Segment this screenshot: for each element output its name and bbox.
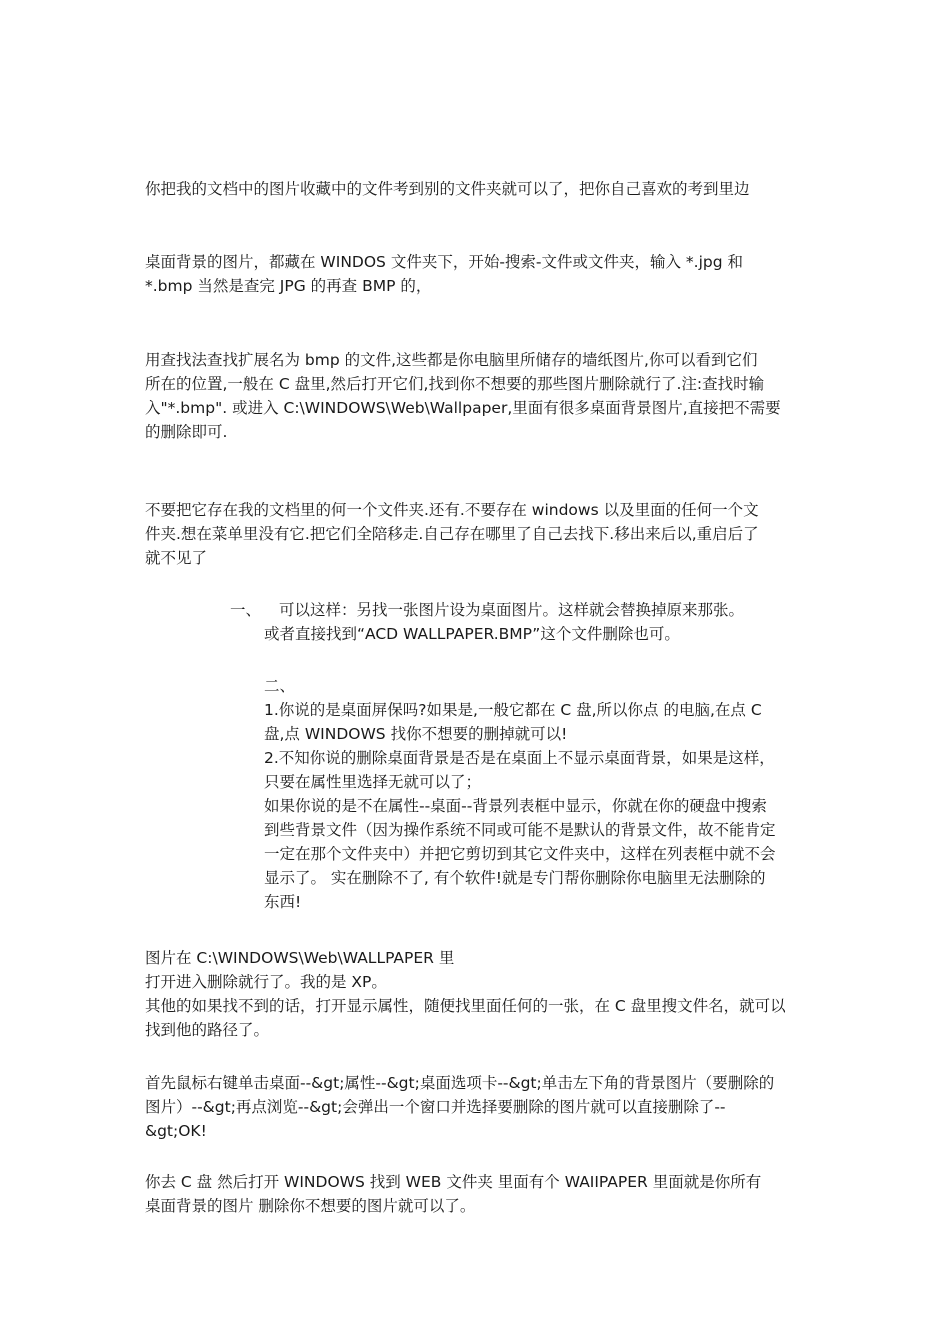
list-marker-2 [264, 674, 824, 698]
list-item-2-body [264, 698, 824, 914]
paragraph-3 [145, 348, 810, 444]
text-line: 到些背景文件（因为操作系统不同或可能不是默认的背景文件，故不能肯定 [264, 821, 776, 839]
text-line: 不要把它存在我的文档里的何一个文件夹.还有.不要存在 windows 以及里面的任何一个文 [145, 501, 759, 519]
text-line: 盘,点 WINDOWS 找你不想要的删掉就可以! [264, 725, 568, 743]
text-line: 一定在那个文件夹中）并把它剪切到其它文件夹中，这样在列表框中就不会 [264, 845, 776, 863]
text-line: 你把我的文档中的图片收藏中的文件考到别的文件夹就可以了，把你自己喜欢的考到里边 [145, 180, 750, 198]
text-line: &gt;OK! [145, 1122, 207, 1140]
text-line: 首先鼠标右键单击桌面--&gt;属性--&gt;桌面选项卡--&gt;单击左下角的背景图片（要删除的 [145, 1074, 775, 1092]
text-line: 用查找法查找扩展名为 bmp 的文件,这些都是你电脑里所储存的墙纸图片,你可以看到它们 [145, 351, 758, 369]
text-line: 图片）--&gt;再点浏览--&gt;会弹出一个窗口并选择要删除的图片就可以直接删除了-- [145, 1098, 726, 1116]
text-line: 打开进入删除就行了。我的是 XP。 [145, 973, 387, 991]
text-line: 桌面背景的图片 删除你不想要的图片就可以了。 [145, 1197, 476, 1215]
text-line: 你去 C 盘 然后打开 WINDOWS 找到 WEB 文件夹 里面有个 WAIIPAPER 里面就是你所有 [145, 1173, 762, 1191]
text-line: 件夹.想在菜单里没有它.把它们全陪移走.自己存在哪里了自己去找下.移出来后以,重启后了 [145, 525, 759, 543]
list-item-1-line-2 [264, 622, 824, 646]
paragraph-1 [145, 177, 810, 201]
text-line: 2.不知你说的删除桌面背景是否是在桌面上不显示桌面背景，如果是这样， [264, 749, 775, 767]
paragraph-5 [145, 946, 810, 1042]
paragraph-6 [145, 1071, 810, 1143]
paragraph-2 [145, 250, 810, 298]
text-line: 如果你说的是不在属性--桌面--背景列表框中显示，你就在你的硬盘中搜索 [264, 797, 767, 815]
text-line: 的删除即可. [145, 423, 228, 441]
text-line: 只要在属性里选择无就可以了； [264, 773, 482, 791]
text-line: 就不见了 [145, 549, 208, 567]
text-line: 显示了。 实在删除不了, 有个软件!就是专门帮你删除你电脑里无法删除的 [264, 869, 766, 887]
text-line: 所在的位置,一般在 C 盘里,然后打开它们,找到你不想要的那些图片删除就行了.注:查找时输 [145, 375, 765, 393]
text-line: 图片在 C:\WINDOWS\Web\WALLPAPER 里 [145, 949, 455, 967]
text-line: 入"*.bmp". 或进入 C:\WINDOWS\Web\Wallpaper,里面有很多桌面背景图片,直接把不需要 [145, 399, 781, 417]
text-line: 可以这样：另找一张图片设为桌面图片。这样就会替换掉原来那张。 [279, 601, 745, 619]
text-line: 其他的如果找不到的话，打开显示属性，随便找里面任何的一张，在 C 盘里搜文件名，就可以 [145, 997, 786, 1015]
paragraph-7 [145, 1170, 810, 1218]
text-line: 或者直接找到“ACD WALLPAPER.BMP”这个文件删除也可。 [264, 625, 680, 643]
text-line: 二、 [264, 677, 296, 695]
text-line: 找到他的路径了。 [145, 1021, 270, 1039]
text-line: 1.你说的是桌面屏保吗?如果是,一般它都在 C 盘,所以你点 的电脑,在点 C [264, 701, 762, 719]
list-item-1-line-1 [279, 598, 839, 622]
list-marker-1: 一、 [230, 601, 262, 619]
text-line: 东西! [264, 893, 302, 911]
paragraph-4 [145, 498, 810, 570]
text-line: 桌面背景的图片，都藏在 WINDOS 文件夹下，开始-搜索-文件或文件夹，输入 *.jpg 和 [145, 253, 744, 271]
text-line: *.bmp 当然是查完 JPG 的再查 BMP 的， [145, 277, 432, 295]
